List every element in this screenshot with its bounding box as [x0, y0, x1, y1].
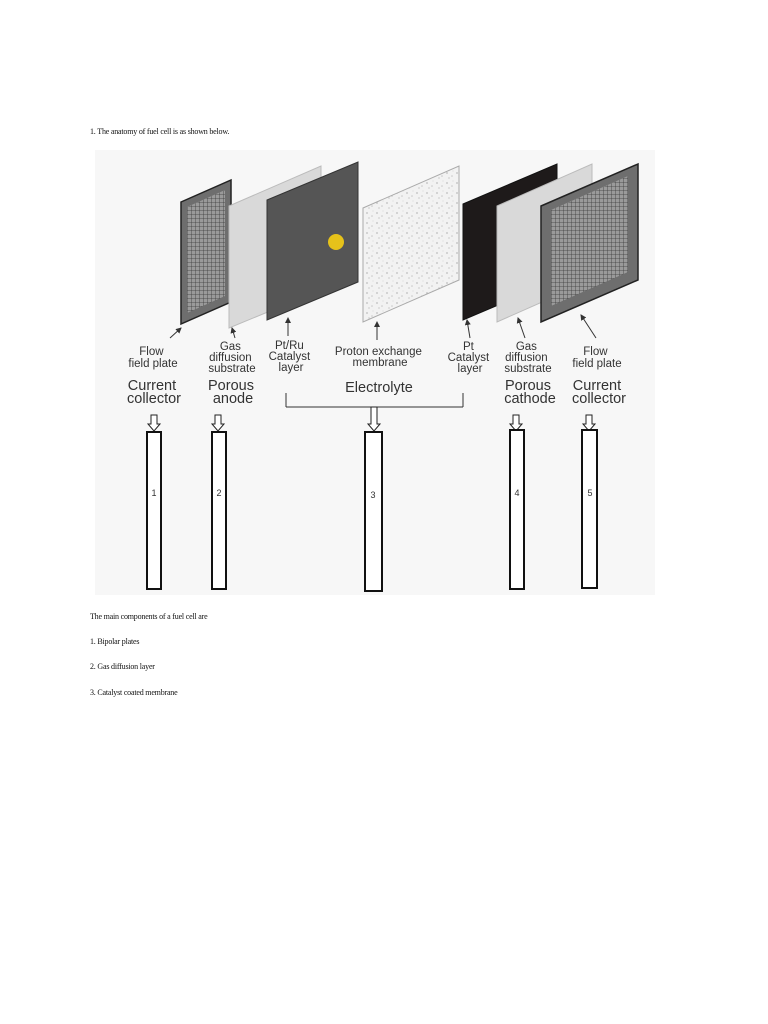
group-label-current-collector-right: Current collector	[572, 378, 626, 407]
list-item-3: 3. Catalyst coated membrane	[90, 688, 178, 697]
box-number-2: 2	[216, 488, 222, 498]
fuel-cell-diagram	[95, 150, 655, 595]
component-label-flow-plate-right: Flow field plate	[572, 346, 622, 370]
down-arrows	[148, 407, 595, 431]
box-3	[365, 432, 382, 591]
box-number-5: 5	[587, 488, 593, 498]
list-item-2: 2. Gas diffusion layer	[90, 662, 155, 671]
yellow-dot	[328, 234, 344, 250]
component-label-proton-exchange-membrane: Proton exchange membrane	[334, 346, 422, 369]
layer-flow-field-plate-left	[181, 180, 231, 324]
group-label-porous-anode: Porous anode	[208, 378, 254, 407]
fuel-cell-diagram-svg	[95, 150, 655, 595]
numbered-boxes	[147, 430, 597, 591]
group-label-current-collector-left: Current collector	[127, 378, 181, 407]
box-number-1: 1	[151, 488, 157, 498]
box-2	[212, 432, 226, 589]
intro-line: 1. The anatomy of fuel cell is as shown below.	[90, 127, 230, 136]
component-label-pt-catalyst: Pt Catalyst layer	[447, 341, 490, 375]
component-label-gas-diffusion-anode: Gas diffusion substrate	[208, 341, 256, 375]
down-arrow-1	[148, 415, 160, 431]
group-labels	[127, 378, 626, 407]
component-label-flow-plate-left: Flow field plate	[128, 346, 178, 370]
layer-proton-exchange-membrane	[363, 166, 459, 322]
box-1	[147, 432, 161, 589]
list-item-1: 1. Bipolar plates	[90, 637, 140, 646]
component-labels	[128, 340, 621, 375]
component-label-gas-diffusion-cathode: Gas diffusion substrate	[504, 341, 552, 375]
down-arrow-4	[510, 415, 522, 431]
down-arrow-2	[212, 415, 224, 431]
component-label-pt-ru-catalyst: Pt/Ru Catalyst layer	[268, 340, 311, 374]
group-label-porous-cathode: Porous cathode	[504, 378, 556, 407]
box-number-3: 3	[370, 490, 376, 500]
group-label-electrolyte: Electrolyte	[345, 380, 413, 396]
section-heading: The main components of a fuel cell are	[90, 612, 208, 621]
box-number-4: 4	[514, 488, 520, 498]
box-4	[510, 430, 524, 589]
down-arrow-5	[583, 415, 595, 431]
down-arrow-3	[368, 407, 380, 431]
box-5	[582, 430, 597, 588]
